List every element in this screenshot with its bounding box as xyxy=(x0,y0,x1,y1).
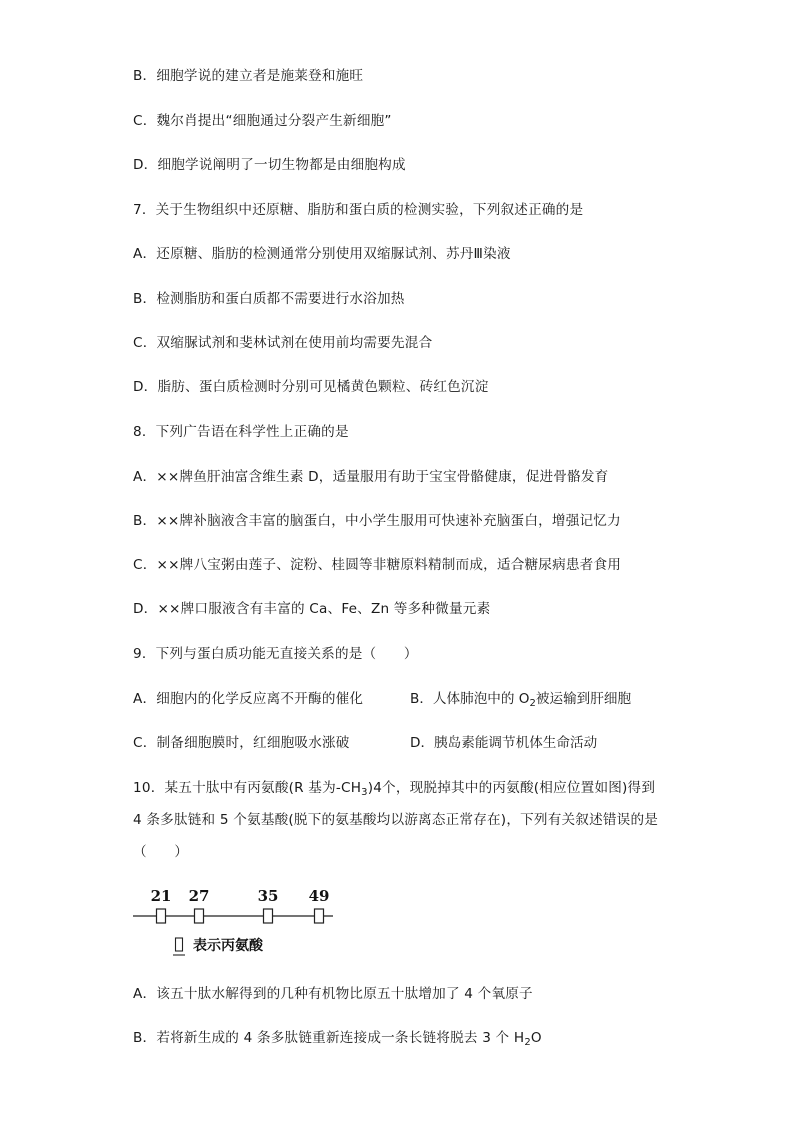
legend-label: 表示丙氨酸 xyxy=(193,938,263,954)
q10-option-b-text: B．若将新生成的 4 条多肽链重新连接成一条长链将脱去 3 个 H xyxy=(133,1030,525,1046)
q8-option-b: B．××牌补脑液含丰富的脑蛋白，中小学生服用可快速补充脑蛋白，增强记忆力 xyxy=(133,513,621,529)
q8-option-c: C．××牌八宝粥由莲子、淀粉、桂圆等非糖原料精制而成，适合糖尿病患者食用 xyxy=(133,557,622,573)
q6-option-c: C．魏尔肖提出“细胞通过分裂产生新细胞” xyxy=(133,113,392,129)
q9-stem: 9．下列与蛋白质功能无直接关系的是（ ） xyxy=(133,646,418,662)
q9-option-d: D．胰岛素能调节机体生命活动 xyxy=(410,735,598,751)
q9-option-b-subscript: 2 xyxy=(529,698,536,709)
q9-option-b xyxy=(410,689,631,714)
legend-alanine-marker xyxy=(176,938,183,951)
q10-stem-line3: （ ） xyxy=(133,844,189,860)
alanine-marker-35 xyxy=(264,909,273,923)
q8-option-a: A．××牌鱼肝油富含维生素 D，适量服用有助于宝宝骨骼健康，促进骨骼发育 xyxy=(133,469,609,485)
q10-option-b-text-end: O xyxy=(530,1030,542,1046)
q10-option-b xyxy=(133,1028,542,1053)
alanine-position-diagram xyxy=(133,880,343,960)
q6-option-b: B．细胞学说的建立者是施莱登和施旺 xyxy=(133,68,364,84)
q10-stem-line1 xyxy=(133,778,655,803)
position-label-21: 21 xyxy=(150,887,172,905)
q7-stem: 7．关于生物组织中还原糖、脂肪和蛋白质的检测实验，下列叙述正确的是 xyxy=(133,202,584,218)
q10-stem-text: 10．某五十肽中有丙氨酸(R 基为-CH xyxy=(133,780,362,796)
q10-stem-line2: 4 条多肽链和 5 个氨基酸(脱下的氨基酸均以游离态正常存在)，下列有关叙述错误的是 xyxy=(133,812,659,828)
q9-option-a: A．细胞内的化学反应离不开酶的催化 xyxy=(133,691,364,707)
q8-stem: 8．下列广告语在科学性上正确的是 xyxy=(133,424,349,440)
alanine-marker-27 xyxy=(195,909,204,923)
q10-stem-subscript: 3 xyxy=(361,787,368,798)
position-label-27: 27 xyxy=(188,887,210,905)
q9-option-b-text-end: 被运输到肝细胞 xyxy=(535,691,632,707)
q6-option-d: D．细胞学说阐明了一切生物都是由细胞构成 xyxy=(133,157,406,173)
q7-option-b: B．检测脂肪和蛋白质都不需要进行水浴加热 xyxy=(133,291,405,307)
q7-option-d: D．脂肪、蛋白质检测时分别可见橘黄色颗粒、砖红色沉淀 xyxy=(133,379,489,395)
q9-option-b-text: B．人体肺泡中的 O xyxy=(410,691,530,707)
q9-option-c: C．制备细胞膜时，红细胞吸水涨破 xyxy=(133,735,350,751)
q8-option-d: D．××牌口服液含有丰富的 Ca、Fe、Zn 等多种微量元素 xyxy=(133,601,491,617)
q10-option-a: A．该五十肽水解得到的几种有机物比原五十肽增加了 4 个氧原子 xyxy=(133,986,533,1002)
q10-stem-text-end: )4个，现脱掉其中的丙氨酸(相应位置如图)得到 xyxy=(367,780,656,796)
q10-option-b-subscript: 2 xyxy=(524,1037,531,1048)
q7-option-c: C．双缩脲试剂和斐林试剂在使用前均需要先混合 xyxy=(133,335,433,351)
q7-option-a: A．还原糖、脂肪的检测通常分别使用双缩脲试剂、苏丹Ⅲ染液 xyxy=(133,246,511,262)
alanine-marker-49 xyxy=(315,909,324,923)
alanine-marker-21 xyxy=(157,909,166,923)
position-label-49: 49 xyxy=(308,887,330,905)
position-label-35: 35 xyxy=(257,887,279,905)
